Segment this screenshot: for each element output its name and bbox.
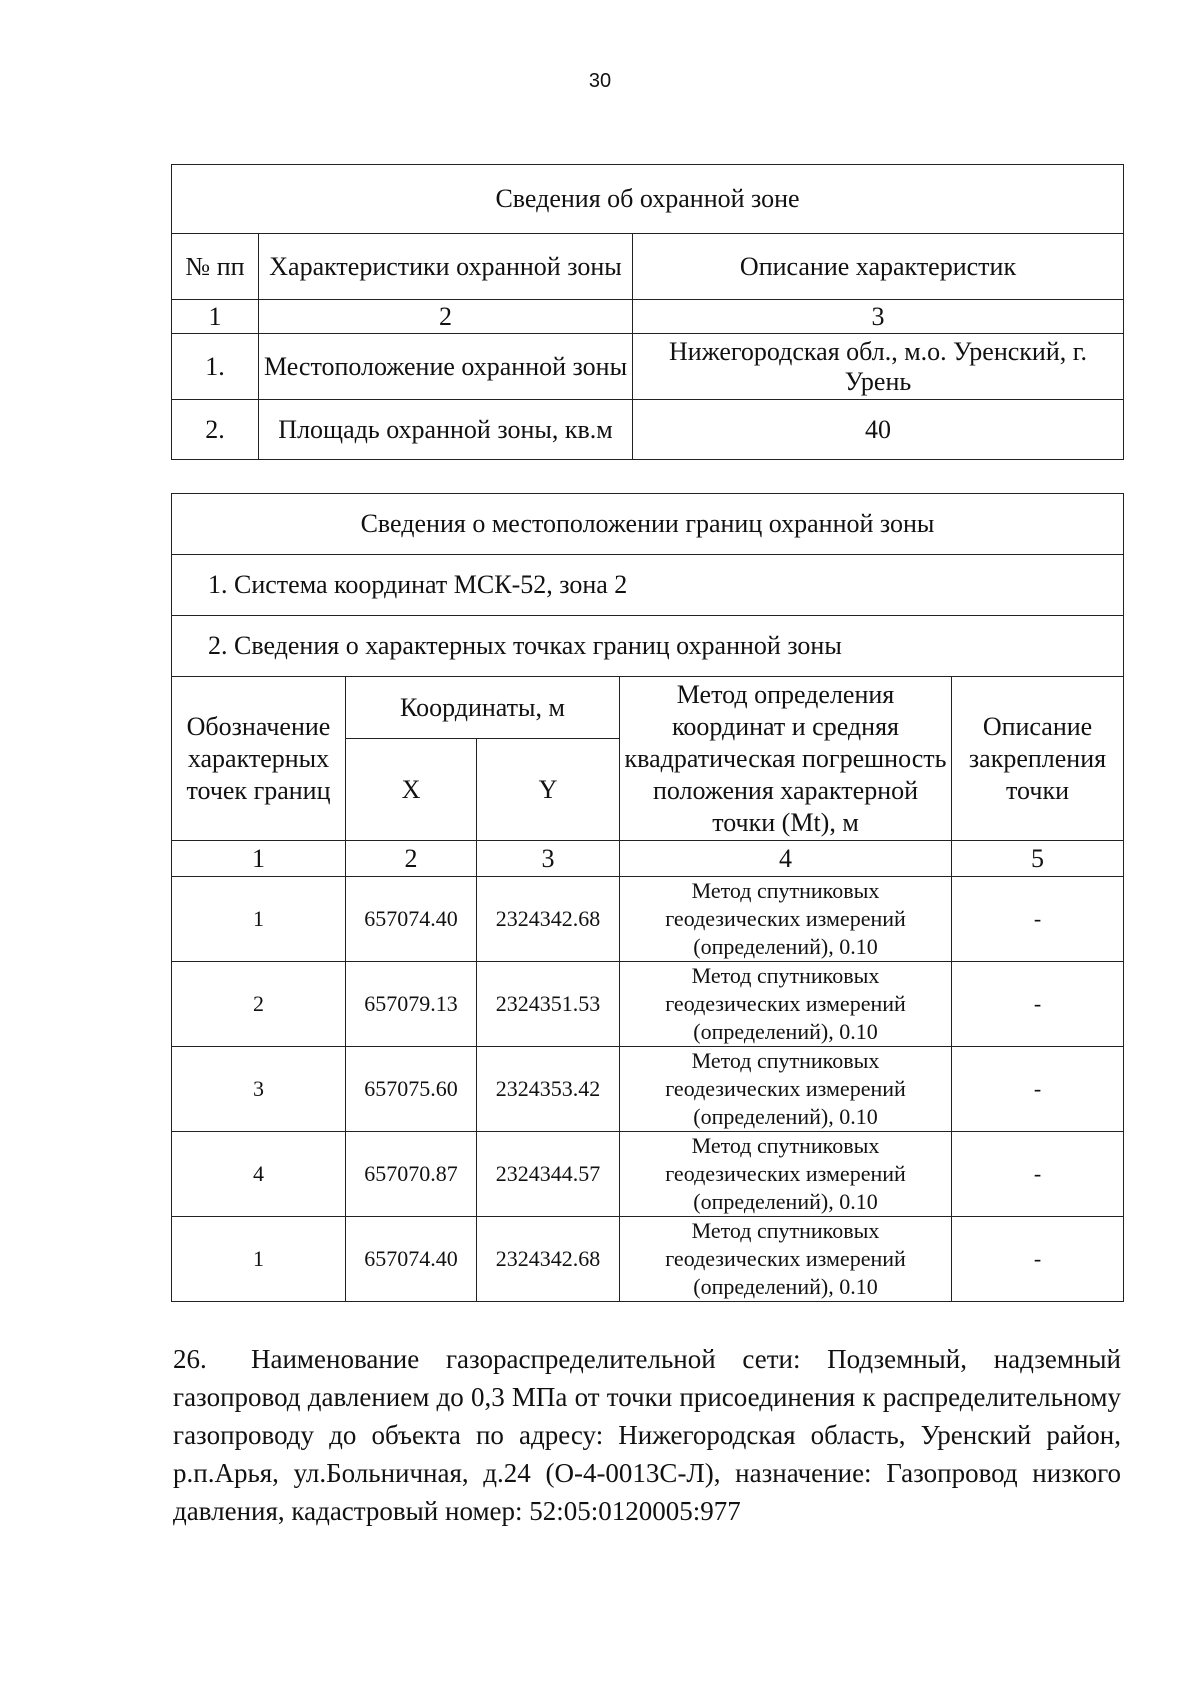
row-y: 2324353.42 — [477, 1047, 620, 1132]
column-number: 3 — [633, 300, 1124, 334]
row-fixing: - — [952, 962, 1124, 1047]
row-method: Метод спутниковых геодезических измерений (определений), 0.10 — [620, 962, 952, 1047]
header-designation: Обозначение характерных точек границ — [172, 677, 346, 841]
header-coordinates: Координаты, м — [346, 677, 620, 739]
header-num: № пп — [172, 234, 259, 300]
row-method: Метод спутниковых геодезических измерений (определений), 0.10 — [620, 1132, 952, 1217]
protection-zone-title: Сведения об охранной зоне — [172, 165, 1124, 234]
row-x: 657075.60 — [346, 1047, 477, 1132]
row-fixing: - — [952, 1047, 1124, 1132]
row-point: 1 — [172, 877, 346, 962]
table-row — [172, 334, 1124, 400]
row-y: 2324344.57 — [477, 1132, 620, 1217]
column-number: 4 — [620, 841, 952, 877]
boundaries-title: Сведения о местоположении границ охранной зоны — [172, 494, 1124, 555]
points-title: 2. Сведения о характерных точках границ охранной зоны — [172, 616, 1124, 677]
header-y: Y — [477, 739, 620, 841]
protection-zone-table — [171, 164, 1124, 460]
header-description: Описание характеристик — [633, 234, 1124, 300]
row-point: 4 — [172, 1132, 346, 1217]
row-description: 40 — [633, 400, 1124, 460]
page-number: 30 — [588, 70, 612, 92]
row-point: 3 — [172, 1047, 346, 1132]
paragraph-number: 26. — [173, 1344, 207, 1374]
column-number: 1 — [172, 300, 259, 334]
row-characteristic: Площадь охранной зоны, кв.м — [259, 400, 633, 460]
column-number: 2 — [346, 841, 477, 877]
column-number: 3 — [477, 841, 620, 877]
table-row — [172, 877, 1124, 962]
row-method: Метод спутниковых геодезических измерений (определений), 0.10 — [620, 1047, 952, 1132]
row-description: Нижегородская обл., м.о. Уренский, г. Урень — [633, 334, 1124, 400]
row-fixing: - — [952, 877, 1124, 962]
paragraph-text: Наименование газораспределительной сети: Подземный, надземный газопровод давлением до 0,3 МПа от точки присоединения к распределительному газопроводу до объекта по адресу: Нижегородская область, Уренский район, р.п.Арья, ул.Больничная, д.24 (О-4-0013С-Л), назначение: Газопровод низкого давления, кадастровый номер: 52:05:0120005:977 — [173, 1344, 1121, 1526]
boundaries-table — [171, 493, 1124, 1302]
row-method: Метод спутниковых геодезических измерений (определений), 0.10 — [620, 1217, 952, 1302]
row-y: 2324342.68 — [477, 877, 620, 962]
table-row — [172, 962, 1124, 1047]
header-x: X — [346, 739, 477, 841]
row-y: 2324351.53 — [477, 962, 620, 1047]
table-row — [172, 1047, 1124, 1132]
row-num: 1. — [172, 334, 259, 400]
row-x: 657079.13 — [346, 962, 477, 1047]
header-fixing: Описание закрепления точки — [952, 677, 1124, 841]
row-point: 1 — [172, 1217, 346, 1302]
header-characteristic: Характеристики охранной зоны — [259, 234, 633, 300]
coordinate-system: 1. Система координат МСК-52, зона 2 — [172, 555, 1124, 616]
table-row — [172, 1132, 1124, 1217]
header-method: Метод определения координат и средняя квадратическая погрешность положения характерной точки (Mt), м — [620, 677, 952, 841]
table-row — [172, 400, 1124, 460]
row-x: 657070.87 — [346, 1132, 477, 1217]
row-fixing: - — [952, 1217, 1124, 1302]
row-fixing: - — [952, 1132, 1124, 1217]
column-number: 2 — [259, 300, 633, 334]
row-x: 657074.40 — [346, 877, 477, 962]
column-number: 5 — [952, 841, 1124, 877]
paragraph-26 — [173, 1340, 1121, 1530]
row-y: 2324342.68 — [477, 1217, 620, 1302]
row-characteristic: Местоположение охранной зоны — [259, 334, 633, 400]
row-num: 2. — [172, 400, 259, 460]
column-number: 1 — [172, 841, 346, 877]
table-row — [172, 1217, 1124, 1302]
row-x: 657074.40 — [346, 1217, 477, 1302]
row-method: Метод спутниковых геодезических измерений (определений), 0.10 — [620, 877, 952, 962]
row-point: 2 — [172, 962, 346, 1047]
